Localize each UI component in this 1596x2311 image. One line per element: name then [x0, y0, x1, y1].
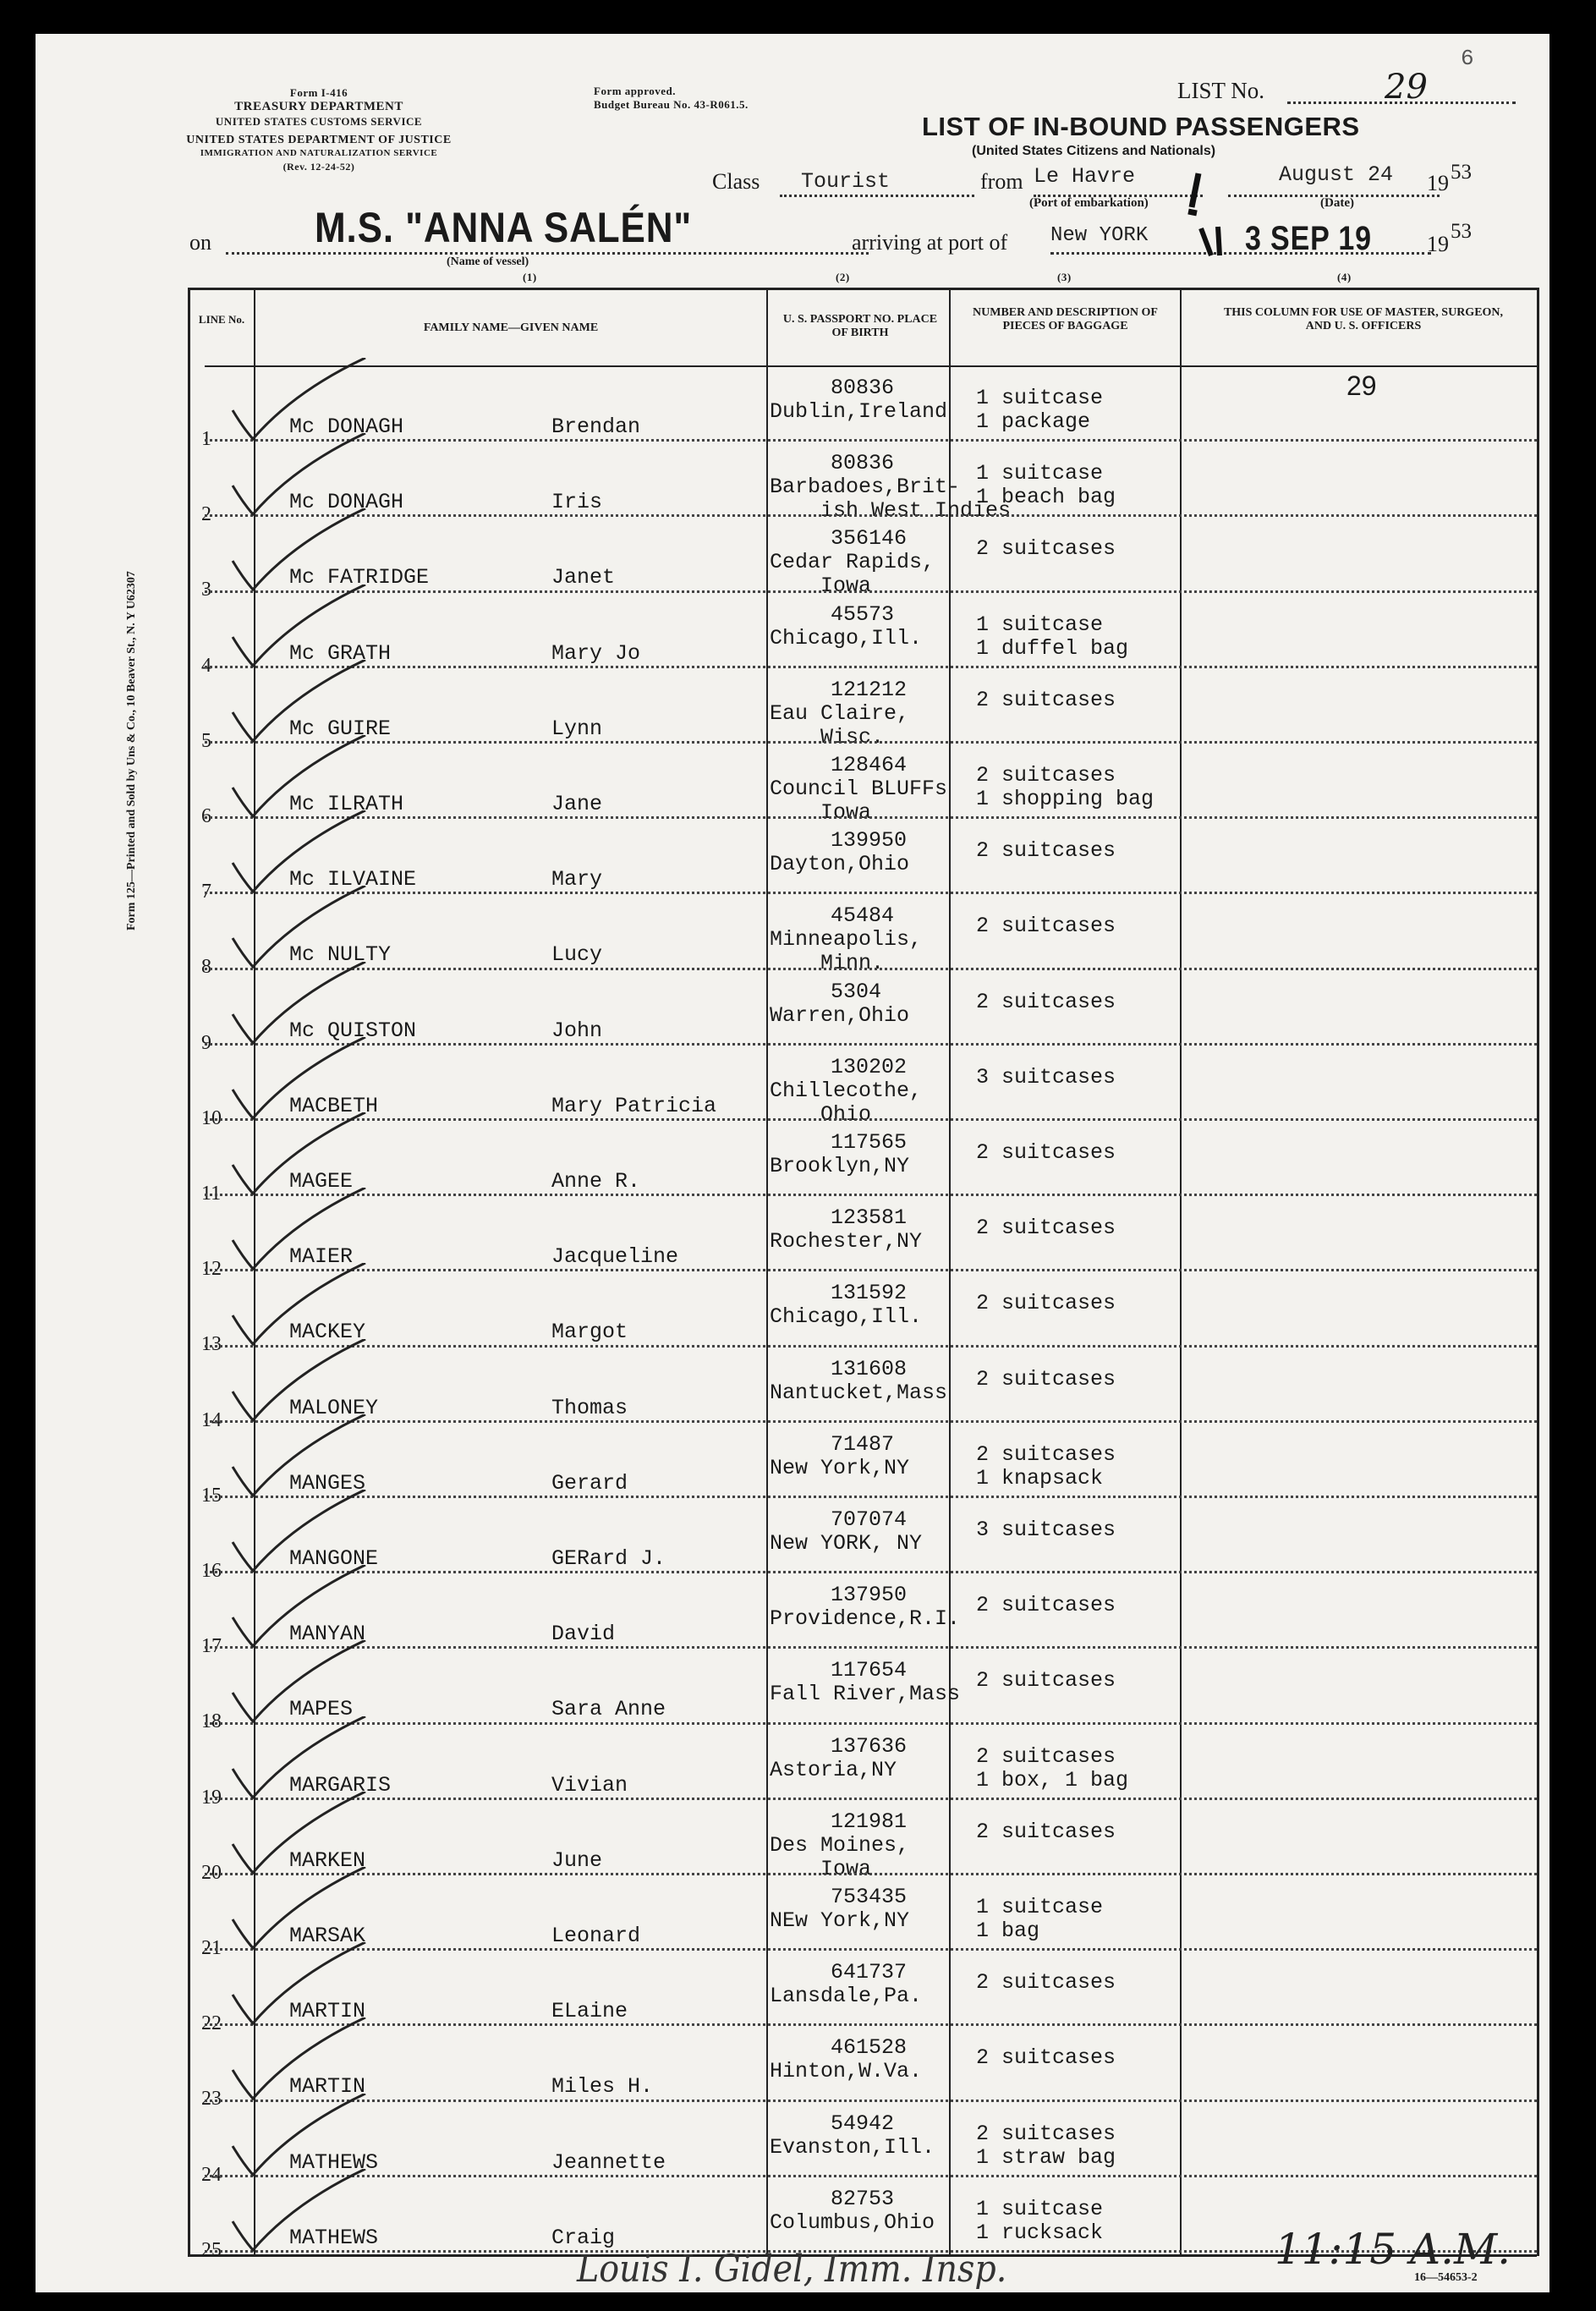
row-divider [205, 1420, 1537, 1423]
class-value: Tourist [801, 169, 891, 194]
place-of-birth: Fall River,Mass [770, 1682, 961, 1707]
passport-number: 80836 [831, 451, 895, 476]
budget-number: Budget Bureau No. 43-R061.5. [594, 98, 749, 111]
place-of-birth: Des Moines, [770, 1832, 910, 1858]
row-divider [205, 1118, 1537, 1121]
port-caption: (Port of embarkation) [1029, 196, 1149, 210]
baggage-line-1: 2 suitcases [976, 536, 1116, 562]
baggage-line-2: 1 package [976, 409, 1091, 434]
family-name: MAIER [289, 1244, 354, 1270]
line-number: 6 [201, 805, 211, 827]
place-of-birth: Minneapolis, [770, 927, 923, 952]
checkmark-icon [217, 2169, 387, 2270]
given-name: Craig [551, 2225, 616, 2250]
service-name: UNITED STATES CUSTOMS SERVICE [215, 115, 423, 128]
baggage-line-2: 1 straw bag [976, 2144, 1116, 2170]
passport-number: 45484 [831, 903, 895, 929]
line-number: 2 [201, 503, 211, 526]
place-of-birth: Council BLUFFs [770, 777, 948, 801]
baggage-line-1: 1 suitcase [976, 2196, 1104, 2221]
row-divider [205, 2100, 1537, 2102]
approval-note: Form approved. [594, 85, 677, 97]
baggage-line-1: 2 suitcases [976, 914, 1116, 939]
given-name: Jacqueline [551, 1244, 679, 1270]
column-index-3: (3) [1057, 271, 1072, 283]
baggage-line-1: 2 suitcases [976, 1366, 1116, 1392]
family-name: MARSAK [289, 1924, 366, 1948]
place-of-birth-cont: Minn. [820, 951, 885, 976]
passport-number: 121981 [831, 1809, 908, 1834]
row-divider [205, 666, 1537, 668]
year-prefix-2: 19 [1427, 232, 1449, 256]
given-name: Jane [551, 792, 603, 816]
line-number: 21 [201, 1937, 222, 1959]
family-name: MACKEY [289, 1320, 366, 1345]
ins-name: IMMIGRATION AND NATURALIZATION SERVICE [200, 148, 438, 158]
vessel-caption: (Name of vessel) [447, 255, 529, 268]
place-of-birth: Chicago,Ill. [770, 1304, 923, 1330]
print-code: 16—54653-2 [1414, 2271, 1478, 2284]
family-name: MAPES [289, 1697, 354, 1722]
baggage-line-1: 2 suitcases [976, 1743, 1116, 1769]
passport-number: 54942 [831, 2111, 895, 2136]
passport-number: 45573 [831, 601, 895, 627]
family-name: Mc NULTY [289, 942, 392, 968]
place-of-birth: Eau Claire, [770, 700, 910, 726]
given-name: Janet [551, 565, 616, 590]
row-divider [205, 2023, 1537, 2026]
passport-number: 131592 [831, 1281, 908, 1306]
place-of-birth: Evanston,Ill. [770, 2134, 935, 2160]
passport-number: 117565 [831, 1130, 908, 1155]
baggage-line-1: 2 suitcases [976, 1970, 1116, 1995]
place-of-birth-cont: Ohio [820, 1101, 872, 1127]
arrival-year: 53 [1451, 220, 1472, 243]
baggage-line-2: 1 duffel bag [976, 635, 1129, 661]
row-divider [205, 1873, 1537, 1875]
family-name: Mc GUIRE [289, 716, 392, 741]
justice-name: UNITED STATES DEPARTMENT OF JUSTICE [186, 134, 452, 146]
given-name: GERard J. [551, 1546, 666, 1571]
column-index-1: (1) [523, 271, 537, 283]
place-of-birth: Hinton,W.Va. [770, 2059, 923, 2084]
given-name: Brendan [551, 414, 641, 439]
header-name: FAMILY NAME—GIVEN NAME [423, 321, 599, 334]
baggage-line-2: 1 bag [976, 1919, 1040, 1943]
given-name: Gerard [551, 1470, 628, 1496]
stamp-tick-icon [1194, 222, 1245, 272]
year-value: 53 [1451, 161, 1472, 184]
baggage-line-1: 2 suitcases [976, 1441, 1116, 1467]
family-name: MACBETH [289, 1093, 379, 1118]
line-number: 7 [201, 881, 211, 903]
family-name: MALONEY [289, 1395, 379, 1420]
passport-number: 707074 [831, 1507, 908, 1532]
passport-number: 117654 [831, 1658, 908, 1683]
place-of-birth: New YORK, NY [770, 1531, 923, 1556]
side-printer-imprint: Form 125—Printed and Sold by Uns & Co., 10 Beaver St., N. Y U62307 [125, 571, 138, 930]
row-divider [205, 816, 1537, 819]
baggage-line-1: 2 suitcases [976, 2121, 1116, 2146]
place-of-birth: Barbadoes,Brit- [770, 475, 961, 500]
row-divider [205, 514, 1537, 517]
departure-date: August 24 [1279, 162, 1394, 187]
line-number: 23 [201, 2088, 222, 2111]
row-divider [205, 892, 1537, 894]
row-divider [205, 439, 1537, 442]
vessel-name: M.S. "ANNA SALÉN" [315, 204, 693, 251]
family-name: Mc FATRIDGE [289, 565, 430, 590]
row-divider [205, 1571, 1537, 1573]
place-of-birth-cont: Iowa [820, 574, 872, 599]
passport-number: 80836 [831, 376, 895, 400]
place-of-birth: New York,NY [770, 1455, 910, 1480]
passport-number: 131608 [831, 1356, 908, 1381]
baggage-line-1: 1 suitcase [976, 461, 1104, 486]
date-caption: (Date) [1320, 196, 1354, 210]
arriving-label: arriving at port of [852, 230, 1008, 255]
place-of-birth: Astoria,NY [770, 1757, 897, 1782]
line-number: 24 [201, 2163, 222, 2186]
passport-number: 5304 [831, 979, 882, 1004]
place-of-birth: Columbus,Ohio [770, 2209, 935, 2235]
passport-number: 130202 [831, 1054, 908, 1079]
baggage-line-2: 1 beach bag [976, 485, 1116, 510]
family-name: Mc ILVAINE [289, 867, 417, 892]
place-of-birth: Cedar Rapids, [770, 550, 935, 575]
family-name: MAGEE [289, 1169, 354, 1194]
given-name: Miles H. [551, 2074, 654, 2100]
passport-number: 139950 [831, 828, 908, 854]
line-number: 9 [201, 1031, 211, 1054]
passport-number: 753435 [831, 1885, 908, 1909]
header-officers: THIS COLUMN FOR USE OF MASTER, SURGEON, AND U. S. OFFICERS [1223, 306, 1504, 332]
passport-number: 123581 [831, 1205, 908, 1231]
row-divider [205, 1269, 1537, 1271]
given-name: ELaine [551, 1999, 628, 2024]
family-name: Mc GRATH [289, 640, 392, 666]
baggage-line-2: 1 rucksack [976, 2220, 1104, 2245]
given-name: Anne R. [551, 1169, 641, 1194]
given-name: Lucy [551, 942, 603, 968]
given-name: Lynn [551, 716, 603, 741]
given-name: June [551, 1847, 603, 1873]
line-number: 10 [201, 1106, 222, 1129]
given-name: Iris [551, 490, 603, 515]
given-name: Vivian [551, 1772, 628, 1798]
list-label: LIST No. [1177, 78, 1265, 103]
baggage-line-1: 2 suitcases [976, 989, 1116, 1014]
given-name: David [551, 1622, 616, 1647]
passport-number: 121212 [831, 677, 908, 702]
place-of-birth-cont: Wisc. [820, 724, 885, 749]
row-divider [205, 1722, 1537, 1725]
baggage-line-1: 2 suitcases [976, 1819, 1116, 1844]
given-name: Mary Patricia [551, 1093, 717, 1118]
baggage-line-1: 2 suitcases [976, 2045, 1116, 2071]
given-name: Margot [551, 1320, 628, 1345]
family-name: Mc QUISTON [289, 1018, 417, 1043]
header-line-no: LINE No. [198, 313, 245, 326]
column-index-2: (2) [836, 271, 850, 283]
family-name: MANYAN [289, 1622, 366, 1647]
row-divider [205, 741, 1537, 744]
column-index-4: (4) [1337, 271, 1352, 283]
family-name: MARTIN [289, 2074, 366, 2100]
line-number: 5 [201, 729, 211, 752]
place-of-birth-cont: Iowa [820, 1856, 872, 1881]
place-of-birth: Warren,Ohio [770, 1002, 910, 1028]
passport-number: 461528 [831, 2035, 908, 2061]
family-name: MARTIN [289, 1999, 366, 2024]
baggage-line-1: 2 suitcases [976, 1593, 1116, 1618]
passport-number: 137636 [831, 1733, 908, 1759]
baggage-line-1: 2 suitcases [976, 838, 1116, 864]
family-name: Mc ILRATH [289, 792, 404, 816]
line-number: 25 [201, 2238, 222, 2261]
officer-note: 29 [1346, 371, 1377, 401]
year-prefix: 19 [1427, 171, 1449, 195]
family-name: Mc DONAGH [289, 414, 404, 439]
class-label: Class [712, 169, 760, 194]
header-baggage: NUMBER AND DESCRIPTION OF PIECES OF BAGGAGE [973, 306, 1158, 332]
line-number: 15 [201, 1484, 222, 1507]
place-of-birth: Rochester,NY [770, 1229, 923, 1254]
passport-number: 128464 [831, 753, 908, 777]
line-number: 14 [201, 1408, 222, 1431]
place-of-birth: Brooklyn,NY [770, 1154, 910, 1178]
passenger-manifest-page [36, 34, 1549, 2292]
place-of-birth-cont: Iowa [820, 800, 872, 825]
line-number: 18 [201, 1710, 222, 1733]
passport-number: 641737 [831, 1960, 908, 1985]
line-number: 4 [201, 654, 211, 677]
passport-number: 356146 [831, 526, 908, 552]
header-passport: U. S. PASSPORT NO. PLACE OF BIRTH [782, 313, 938, 339]
baggage-line-2: 1 knapsack [976, 1465, 1104, 1490]
baggage-line-1: 2 suitcases [976, 763, 1116, 788]
line-number: 16 [201, 1560, 222, 1582]
line-number: 13 [201, 1333, 222, 1356]
given-name: Mary Jo [551, 640, 641, 666]
inspector-signature: Louis I. Gidel, Imm. Insp. [577, 2248, 1007, 2291]
place-of-birth: Dublin,Ireland [770, 399, 948, 424]
passport-number: 137950 [831, 1583, 908, 1608]
corner-mark: 6 [1461, 46, 1474, 71]
baggage-line-1: 2 suitcases [976, 1140, 1116, 1165]
line-number: 11 [201, 1183, 222, 1205]
family-name: Mc DONAGH [289, 490, 404, 515]
place-of-birth: Dayton,Ohio [770, 852, 910, 877]
baggage-line-2: 1 box, 1 bag [976, 1767, 1129, 1792]
baggage-line-1: 1 suitcase [976, 1895, 1104, 1919]
arrival-time: 11:15 A.M. [1275, 2225, 1511, 2274]
line-number: 12 [201, 1258, 222, 1281]
family-name: MARGARIS [289, 1772, 392, 1798]
family-name: MATHEWS [289, 2225, 379, 2250]
given-name: Sara Anne [551, 1697, 666, 1722]
row-divider [205, 1948, 1537, 1951]
revision-date: (Rev. 12-24-52) [282, 161, 355, 173]
family-name: MANGONE [289, 1546, 379, 1571]
given-name: Jeannette [551, 2149, 666, 2175]
row-divider [205, 1194, 1537, 1196]
place-of-birth: NEw York,NY [770, 1908, 910, 1933]
arrival-port: New YORK [1050, 224, 1149, 247]
given-name: John [551, 1018, 603, 1043]
baggage-line-1: 3 suitcases [976, 1518, 1116, 1542]
line-number: 19 [201, 1786, 222, 1809]
family-name: MANGES [289, 1470, 366, 1496]
baggage-line-1: 2 suitcases [976, 687, 1116, 712]
on-label: on [189, 230, 211, 255]
form-number: Form I-416 [289, 86, 348, 99]
place-of-birth: Nantucket,Mass [770, 1380, 948, 1405]
form-title: LIST OF IN-BOUND PASSENGERS [922, 112, 1360, 141]
place-of-birth: Chicago,Ill. [770, 625, 923, 650]
department-name: TREASURY DEPARTMENT [234, 100, 403, 113]
row-divider [205, 590, 1537, 593]
line-number: 22 [201, 2012, 222, 2035]
row-divider [205, 1798, 1537, 1800]
place-of-birth: Lansdale,Pa. [770, 1984, 923, 2009]
baggage-line-1: 2 suitcases [976, 1216, 1116, 1241]
place-of-birth-cont: ish West Indies [820, 498, 1012, 524]
passport-number: 82753 [831, 2186, 895, 2211]
from-label: from [980, 169, 1023, 194]
place-of-birth: Chillecothe, [770, 1078, 923, 1103]
arrival-stamp-date: 3 SEP 19 [1245, 220, 1372, 257]
baggage-line-1: 1 suitcase [976, 612, 1104, 637]
baggage-line-1: 1 suitcase [976, 386, 1104, 410]
baggage-line-1: 3 suitcases [976, 1064, 1116, 1090]
row-divider [205, 2175, 1537, 2177]
row-divider [205, 968, 1537, 970]
given-name: Thomas [551, 1395, 628, 1420]
baggage-line-1: 2 suitcases [976, 1668, 1116, 1693]
line-number: 8 [201, 956, 211, 979]
line-number: 1 [201, 428, 211, 450]
row-divider [205, 1043, 1537, 1046]
list-number: 29 [1385, 68, 1428, 107]
row-divider [205, 1345, 1537, 1348]
baggage-line-2: 1 shopping bag [976, 787, 1154, 811]
family-name: MATHEWS [289, 2149, 379, 2175]
row-divider [205, 1496, 1537, 1498]
from-value: Le Havre [1034, 164, 1136, 189]
line-number: 20 [201, 1861, 222, 1884]
family-name: MARKEN [289, 1847, 366, 1873]
given-name: Mary [551, 867, 603, 892]
line-number: 17 [201, 1635, 222, 1658]
form-subtitle: (United States Citizens and Nationals) [972, 144, 1216, 158]
place-of-birth: Providence,R.I. [770, 1606, 961, 1632]
line-number: 3 [201, 579, 211, 601]
passport-number: 71487 [831, 1431, 895, 1457]
given-name: Leonard [551, 1924, 641, 1948]
row-divider [205, 1646, 1537, 1649]
baggage-line-1: 2 suitcases [976, 1291, 1116, 1316]
